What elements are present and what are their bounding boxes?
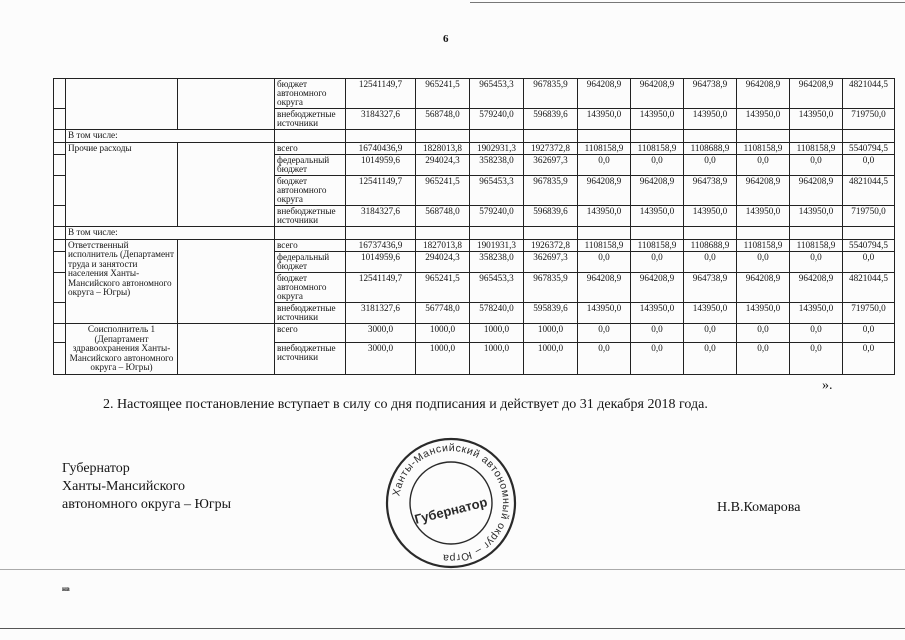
table-cell-value: 12541149,7 [346,176,416,206]
table-cell-value: 1108158,9 [631,239,684,252]
table-cell-value: 567748,0 [416,303,470,324]
table-cell-value: 12541149,7 [346,273,416,303]
table-cell-executor [178,142,275,227]
table-cell-value: 3184327,6 [346,109,416,130]
table-cell-source: внебюджетные источники [275,109,346,130]
table-cell-value: 1108158,9 [578,142,631,155]
table-cell-value [737,130,790,143]
table-cell-value: 1902931,3 [470,142,524,155]
table-cell-value: 3184327,6 [346,206,416,227]
signatory-title-line: Губернатор [62,461,130,476]
stamp-center-text: Губернатор [412,494,489,527]
table-cell-value: 143950,0 [684,206,737,227]
table-cell-value: 4821044,5 [843,273,895,303]
page-number: 6 [443,33,449,45]
table-cell-label: Ответственный исполнитель (Департамент труда и занятости населения Ханты-Мансийского автономного округа – Югры) [66,239,178,324]
table-cell-value [843,227,895,240]
table-cell-value: 16740436,9 [346,142,416,155]
table-row [54,130,895,143]
table-cell-value: 12541149,7 [346,79,416,109]
table-cell-value: 1108158,9 [737,239,790,252]
table-cell-value: 1108688,9 [684,142,737,155]
table-cell-value: 0,0 [578,252,631,273]
scan-edge-top [470,2,905,3]
table-cell-source: внебюджетные источники [275,206,346,227]
table-cell-value: 0,0 [684,155,737,176]
table-cell-num [54,130,66,143]
table-cell-value: 1000,0 [524,342,578,374]
table-cell-value [684,227,737,240]
table-cell-value: 0,0 [684,342,737,374]
table-cell-num [54,273,66,303]
table-cell-value [346,227,416,240]
table-cell-source [275,227,346,240]
table-cell-value: 143950,0 [578,109,631,130]
table-cell-value: 964208,9 [578,273,631,303]
table-cell-value: 596839,6 [524,109,578,130]
table-cell-num [54,109,66,130]
table-cell-num [54,252,66,273]
table-cell-num [54,324,66,343]
table-cell-source: федеральный бюджет [275,155,346,176]
table-cell-value [684,130,737,143]
signatory-title-line: Ханты-Мансийского [62,479,186,494]
table-cell-source: бюджет автономного округа [275,273,346,303]
table-cell-value: 965241,5 [416,176,470,206]
table-cell-value: 143950,0 [790,303,843,324]
table-cell-source [275,130,346,143]
table-cell-value: 1108158,9 [790,239,843,252]
table-cell-value: 0,0 [843,342,895,374]
table-cell-value: 965241,5 [416,273,470,303]
table-cell-value [737,227,790,240]
table-cell-value: 0,0 [578,155,631,176]
table-cell-value: 1108158,9 [790,142,843,155]
table-cell-source: всего [275,324,346,343]
table-cell-value: 0,0 [737,155,790,176]
table-cell-value: 964208,9 [790,273,843,303]
table-cell-executor [178,239,275,324]
table-cell-value: 0,0 [631,342,684,374]
table-cell-value: 1827013,8 [416,239,470,252]
table-cell-value [578,227,631,240]
table-cell-value: 1000,0 [416,324,470,343]
table-cell-value: 143950,0 [737,206,790,227]
table-cell-label: В том числе: [66,227,275,240]
table-cell-executor [178,79,275,130]
table-cell-source: бюджет автономного округа [275,176,346,206]
table-cell-value: 1828013,8 [416,142,470,155]
table-cell-value: 967835,9 [524,273,578,303]
table-cell-value: 0,0 [790,155,843,176]
table-cell-num [54,79,66,109]
table-cell-value: 3181327,6 [346,303,416,324]
table-cell-num [54,342,66,374]
table-cell-source: федеральный бюджет [275,252,346,273]
table-cell-value: 362697,3 [524,155,578,176]
table-cell-value: 294024,3 [416,155,470,176]
table-cell-value: 1108158,9 [578,239,631,252]
table-cell-value: 1014959,6 [346,155,416,176]
table-cell-value: 965453,3 [470,79,524,109]
table-cell-value: 143950,0 [578,303,631,324]
table-cell-value: 964208,9 [737,176,790,206]
table-cell-value: 0,0 [737,342,790,374]
table-cell-value [843,130,895,143]
table-cell-value: 3000,0 [346,324,416,343]
table-cell-value: 143950,0 [737,303,790,324]
table-cell-value: 1927372,8 [524,142,578,155]
table-cell-value: 964208,9 [631,79,684,109]
table-cell-value [631,130,684,143]
table-cell-num [54,142,66,155]
table-cell-value [790,227,843,240]
table-cell-value: 595839,6 [524,303,578,324]
table-cell-value: 143950,0 [684,303,737,324]
table-cell-value [578,130,631,143]
table-cell-value: 568748,0 [416,206,470,227]
table-row [54,142,895,155]
financing-table [53,78,895,375]
table-cell-value: 964738,9 [684,79,737,109]
table-cell-value: 0,0 [737,324,790,343]
table-cell-value: 143950,0 [631,109,684,130]
table-cell-value: 0,0 [578,324,631,343]
table-cell-value: 965453,3 [470,273,524,303]
table-cell-value: 4821044,5 [843,176,895,206]
table-cell-value: 719750,0 [843,206,895,227]
table-cell-value: 719750,0 [843,109,895,130]
table-cell-num [54,227,66,240]
table-cell-label: Прочие расходы [66,142,178,227]
table-cell-value: 143950,0 [790,109,843,130]
table-cell-value: 143950,0 [631,206,684,227]
table-cell-source: всего [275,239,346,252]
table-cell-value: 143950,0 [684,109,737,130]
table-cell-value: 294024,3 [416,252,470,273]
table-cell-value: 1000,0 [416,342,470,374]
signatory-title [62,460,231,514]
table-cell-value: 964208,9 [790,79,843,109]
table-cell-value: 964208,9 [578,79,631,109]
table-cell-num [54,176,66,206]
table-cell-label [66,79,178,130]
table-cell-value: 0,0 [843,324,895,343]
table-cell-source: бюджет автономного округа [275,79,346,109]
table-cell-value: 0,0 [790,342,843,374]
closing-paragraph: 2. Настоящее постановление вступает в силу со дня подписания и действует до 31 декабря 2018 года. [103,397,708,412]
table-cell-value: 967835,9 [524,176,578,206]
table-cell-value: 0,0 [790,324,843,343]
table-cell-value: 965241,5 [416,79,470,109]
table-cell-value: 964208,9 [578,176,631,206]
table-cell-value: 964208,9 [737,273,790,303]
table-cell-value [524,130,578,143]
table-row [54,227,895,240]
table-cell-value: 579240,0 [470,109,524,130]
table-cell-value: 143950,0 [790,206,843,227]
table-cell-value: 0,0 [684,324,737,343]
table-cell-value: 0,0 [578,342,631,374]
table-cell-value: 964738,9 [684,273,737,303]
table-cell-executor [178,324,275,375]
table-cell-value: 1108158,9 [737,142,790,155]
signatory-title-line: автономного округа – Югры [62,497,231,512]
table-cell-value: 0,0 [790,252,843,273]
table-cell-value: 967835,9 [524,79,578,109]
table-row [54,79,895,109]
table-cell-value: 0,0 [684,252,737,273]
table-cell-value: 0,0 [631,324,684,343]
table-cell-value: 1926372,8 [524,239,578,252]
table-cell-value: 964208,9 [631,273,684,303]
table-cell-value: 5540794,5 [843,142,895,155]
table-cell-value: 0,0 [631,252,684,273]
table-cell-value: 143950,0 [631,303,684,324]
table-cell-num [54,155,66,176]
table-cell-value: 1000,0 [524,324,578,343]
table-cell-value: 143950,0 [578,206,631,227]
table-cell-label: Соисполнитель 1 (Департамент здравоохранения Ханты-Мансийского автономного округа – Югры) [66,324,178,375]
table-cell-value: 578240,0 [470,303,524,324]
table-cell-value: 0,0 [843,155,895,176]
table-cell-value: 4821044,5 [843,79,895,109]
table-cell-value: 1108158,9 [631,142,684,155]
table-cell-source: внебюджетные источники [275,303,346,324]
table-cell-value [631,227,684,240]
signatory-name: Н.В.Комарова [717,500,801,515]
table-cell-value [470,227,524,240]
table-cell-value: 5540794,5 [843,239,895,252]
table-cell-value: 964208,9 [737,79,790,109]
table-cell-value: 964208,9 [631,176,684,206]
table-cell-value: 1901931,3 [470,239,524,252]
table-cell-value: 362697,3 [524,252,578,273]
table-cell-value [524,227,578,240]
table-cell-value [790,130,843,143]
table-cell-value: 16737436,9 [346,239,416,252]
table-cell-value: 964738,9 [684,176,737,206]
table-cell-value [416,227,470,240]
table-cell-value: 596839,6 [524,206,578,227]
table-cell-value [416,130,470,143]
table-cell-num [54,303,66,324]
table-row [54,239,895,252]
table-cell-num [54,206,66,227]
table-cell-value: 719750,0 [843,303,895,324]
table-cell-value [470,130,524,143]
table-cell-value: 1000,0 [470,324,524,343]
table-cell-label: В том числе: [66,130,275,143]
table-cell-source: внебюджетные источники [275,342,346,374]
table-cell-value: 1108688,9 [684,239,737,252]
table-cell-value: 1000,0 [470,342,524,374]
table-cell-source: всего [275,142,346,155]
official-stamp [381,433,521,573]
table-row [54,324,895,343]
table-cell-num [54,239,66,252]
table-cell-value: 568748,0 [416,109,470,130]
table-cell-value: 0,0 [631,155,684,176]
stamp-ring-text: Ханты-Мансийский автономный округ – Югра [390,441,513,565]
table-cell-value: 0,0 [843,252,895,273]
table-cell-value: 3000,0 [346,342,416,374]
table-cell-value: 358238,0 [470,155,524,176]
scan-edge-bottom [0,628,905,629]
table-cell-value: 0,0 [737,252,790,273]
table-cell-value: 964208,9 [790,176,843,206]
table-cell-value: 1014959,6 [346,252,416,273]
closing-quote: ». [822,378,833,393]
table-cell-value: 579240,0 [470,206,524,227]
table-cell-value: 965453,3 [470,176,524,206]
table-cell-value: 143950,0 [737,109,790,130]
executor-initials: нв [62,585,70,593]
table-cell-value: 358238,0 [470,252,524,273]
table-cell-value [346,130,416,143]
